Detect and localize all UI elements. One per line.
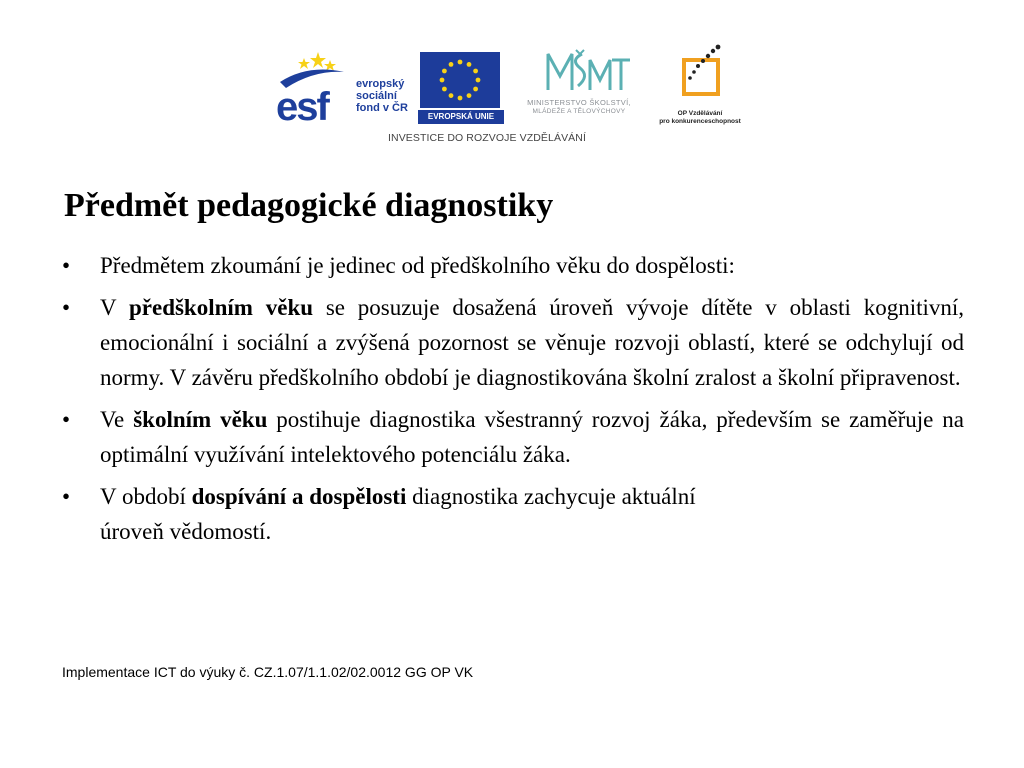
bullet-item [62, 248, 964, 283]
esf-text [356, 78, 408, 114]
footer-text: Implementace ICT do výuky č. CZ.1.07/1.1.02/02.0012 GG OP VK [62, 664, 474, 680]
esf-logo [274, 50, 412, 122]
op-vk-logo [650, 44, 750, 124]
bullet-text-post: se posuzuje dosažená úroveň vývoje dítěte v oblasti kognitivní, emocionální i sociální a zvýšená pozornost se věnuje rozvoji oblastí, které se odchylují od normy. V závěru předškolního období je diagnostikována školní zralost a školní připravenost. [100, 295, 964, 390]
op-vk-mark-icon [650, 44, 750, 108]
op-vk-caption [650, 110, 750, 126]
bullet-text-post: postihuje diagnostika všestranný rozvoj žáka, především se zaměřuje na optimální využívání intelektového potenciálu žáka. [100, 407, 964, 467]
op-vk-caption-line: OP Vzdělávání [677, 110, 723, 117]
eu-caption: EVROPSKÁ UNIE [418, 110, 504, 124]
bullet-text-pre: V [100, 295, 129, 320]
msmt-logo [508, 46, 650, 124]
esf-mark-icon [274, 50, 354, 122]
bullet-emphasis: předškolním věku [128, 295, 314, 320]
esf-text-line: fond v ČR [356, 102, 408, 114]
bullet-text-post: diagnostika zachycuje aktuální [406, 484, 696, 509]
bullet-item [62, 290, 964, 395]
bullet-emphasis: dospívání a dospělosti [191, 484, 407, 509]
bullet-list [62, 248, 964, 556]
bullet-emphasis: školním věku [133, 407, 268, 432]
bullet-text-pre: Ve [100, 407, 134, 432]
eu-flag-icon [420, 52, 500, 108]
esf-text-line: sociální [356, 90, 397, 102]
tagline: INVESTICE DO ROZVOJE VZDĚLÁVÁNÍ [388, 132, 586, 144]
op-vk-caption-line: pro konkurenceschopnost [659, 118, 741, 125]
esf-text-line: evropský [356, 78, 405, 90]
msmt-caption-line: MINISTERSTVO ŠKOLSTVÍ, [527, 98, 631, 107]
slide-title: Předmět pedagogické diagnostiky [64, 187, 554, 224]
bullet-text-post-line2: úroveň vědomostí. [100, 519, 272, 544]
bullet-text: Předmětem zkoumání je jedinec od předškolního věku do dospělosti: [100, 253, 735, 278]
bullet-item [62, 402, 964, 472]
msmt-mark-icon [508, 46, 650, 96]
eu-logo [418, 52, 504, 126]
bullet-item [62, 479, 964, 549]
msmt-caption-line: MLÁDEŽE A TĚLOVÝCHOVY [532, 108, 626, 115]
msmt-caption [508, 98, 650, 116]
bullet-text-pre: V období [100, 484, 192, 509]
logo-bar [270, 44, 760, 154]
svg-text:esf: esf [276, 85, 328, 122]
